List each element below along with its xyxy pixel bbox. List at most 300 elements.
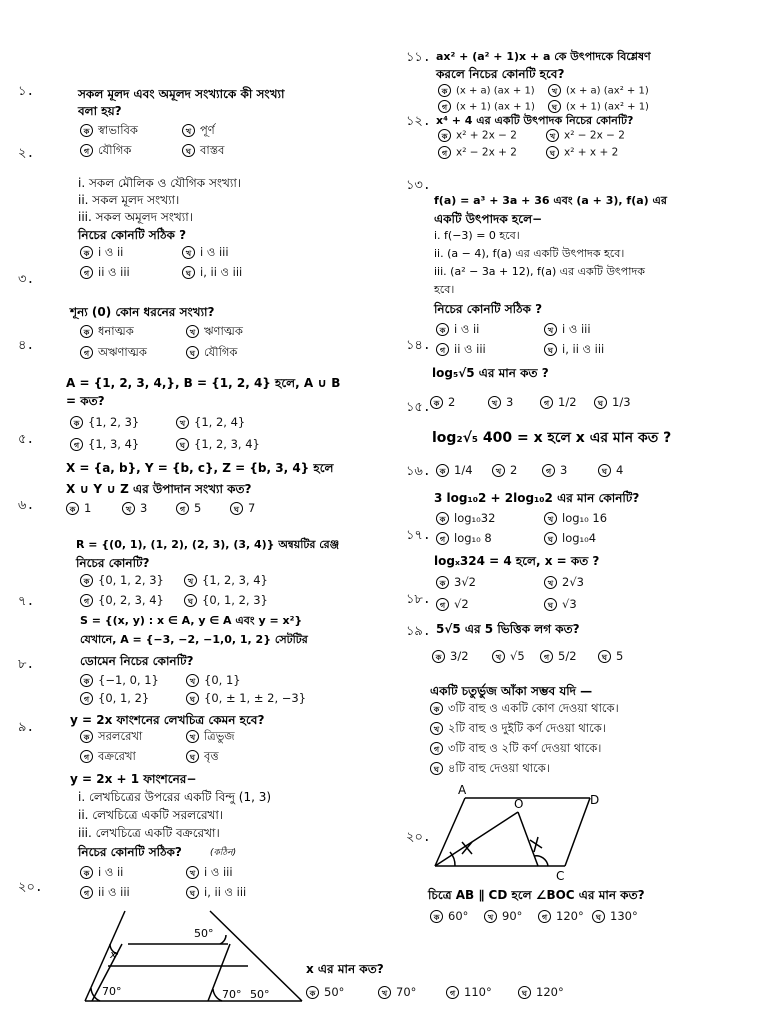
option-text: বক্ররেখা	[98, 749, 136, 763]
question-text: y = 2x ফাংশনের লেখচিত্র কেমন হবে?	[70, 713, 265, 727]
option-marker: খ	[182, 124, 195, 137]
option-kha[interactable]	[492, 464, 517, 477]
question-number: ৮.	[18, 657, 35, 672]
question-text: সকল মূলদ এবং অমূলদ সংখ্যাকে কী সংখ্যা	[78, 87, 285, 101]
option-marker: গ	[540, 650, 553, 663]
option-ga[interactable]	[538, 910, 584, 923]
option-marker: খ	[184, 574, 197, 587]
option-text: x² − 2x + 2	[456, 146, 517, 159]
option-text: {1, 2, 3, 4}	[202, 573, 268, 587]
question-text: 3 log₁₀2 + 2log₁₀2 এর মান কোনটি?	[434, 491, 640, 505]
option-text: 1/3	[612, 395, 631, 409]
option-text: ত্রিভুজ	[204, 729, 235, 743]
option-text: 4	[616, 463, 624, 477]
option-marker: ঘ	[518, 986, 531, 999]
option-gha[interactable]	[548, 100, 649, 114]
option-marker: ক	[430, 702, 443, 715]
option-text: 60°	[448, 909, 469, 923]
option-ka[interactable]	[80, 574, 164, 587]
label-50: 50°	[194, 927, 214, 940]
statement: হবে।	[434, 283, 455, 296]
option-text: 1	[84, 501, 92, 515]
option-gha[interactable]	[598, 464, 623, 477]
option-marker: গ	[436, 532, 449, 545]
option-kha[interactable]	[184, 574, 268, 587]
option-ga[interactable]	[430, 742, 601, 755]
question-text: R = {(0, 1), (1, 2), (2, 3), (3, 4)} অন্বয়টির রেঞ্জ	[76, 538, 340, 551]
option-marker: খ	[492, 464, 505, 477]
option-marker: ঘ	[182, 144, 195, 157]
option-marker: ক	[432, 650, 445, 663]
option-gha[interactable]	[230, 502, 255, 515]
question-text: log₂√₅ 400 = x হলে x এর মান কত ?	[432, 430, 672, 446]
option-marker: গ	[430, 742, 443, 755]
option-text: 5	[194, 501, 202, 515]
option-ga[interactable]	[436, 343, 486, 356]
option-gha[interactable]	[592, 910, 638, 923]
option-ka[interactable]	[80, 674, 159, 687]
question-text: ডোমেন নিচের কোনটি?	[80, 654, 194, 668]
option-marker: খ	[378, 986, 391, 999]
option-text: i ও ii	[98, 245, 124, 259]
question-text: log₅√5 এর মান কত ?	[432, 366, 549, 380]
question-text: একটি উৎপাদক হলে−	[434, 212, 543, 226]
question-text: ax² + (a² + 1)x + a কে উৎপাদকে বিশ্লেষণ	[436, 50, 651, 63]
option-text: i ও ii	[454, 322, 480, 336]
option-ga[interactable]	[540, 650, 577, 663]
option-text: √2	[454, 597, 469, 611]
option-text: 70°	[396, 985, 417, 999]
question-text: নিচের কোনটি সঠিক?	[78, 845, 182, 859]
option-kha[interactable]	[484, 910, 522, 923]
option-text: 5/2	[558, 649, 577, 663]
option-text: ধনাত্মক	[98, 324, 134, 338]
option-marker: খ	[546, 129, 559, 142]
option-text: 3	[506, 395, 514, 409]
statement: iii. সকল অমূলদ সংখ্যা।	[78, 210, 194, 224]
option-ka[interactable]	[80, 124, 138, 137]
option-marker: গ	[438, 146, 451, 159]
option-marker: ক	[80, 124, 93, 137]
option-marker: গ	[80, 266, 93, 279]
option-text: {0, 1, 2}	[98, 691, 150, 705]
question-text: y = 2x + 1 ফাংশনের−	[70, 772, 197, 786]
option-ga[interactable]	[540, 396, 577, 409]
option-kha[interactable]	[544, 323, 591, 336]
option-text: 120°	[536, 985, 564, 999]
option-marker: খ	[544, 323, 557, 336]
option-marker: খ	[186, 866, 199, 879]
option-marker: ঘ	[176, 438, 189, 451]
option-text: ৩টি বাহু ও একটি কোণ দেওয়া থাকে।	[448, 701, 619, 715]
option-gha[interactable]	[518, 986, 564, 999]
option-ka[interactable]	[306, 986, 344, 999]
vertex-label-d: D	[590, 793, 600, 807]
option-marker: খ	[544, 576, 557, 589]
option-kha[interactable]	[548, 84, 649, 98]
option-gha[interactable]	[186, 750, 219, 763]
question-number: ২০.	[18, 880, 43, 895]
option-text: (x + a) (ax + 1)	[456, 85, 535, 97]
option-ka[interactable]	[438, 84, 535, 98]
option-marker: ক	[80, 246, 93, 259]
question-text: logₓ324 = 4 হলে, x = কত ?	[434, 554, 600, 568]
option-ka[interactable]	[436, 464, 473, 477]
label-70-left: 70°	[102, 985, 122, 998]
figure-line	[518, 812, 538, 866]
option-gha[interactable]	[594, 396, 631, 409]
option-kha[interactable]	[430, 722, 606, 735]
option-kha[interactable]	[488, 396, 513, 409]
question-text: 5√5 এর 5 ভিত্তিক লগ কত?	[436, 622, 580, 636]
option-kha[interactable]	[544, 512, 607, 525]
option-text: ii ও iii	[98, 885, 130, 899]
option-marker: ঘ	[430, 762, 443, 775]
option-gha[interactable]	[182, 266, 242, 279]
option-gha[interactable]	[186, 886, 246, 899]
option-kha[interactable]	[544, 576, 584, 589]
statement: i. f(−3) = 0 হবে।	[434, 229, 520, 242]
option-marker: গ	[80, 346, 93, 359]
question-text: নিচের কোনটি সঠিক ?	[434, 302, 543, 316]
option-text: যৌগিক	[98, 143, 132, 157]
option-kha[interactable]	[186, 730, 235, 743]
option-marker: গ	[80, 886, 93, 899]
option-marker: ঘ	[186, 886, 199, 899]
question-number: ১৭.	[406, 528, 431, 543]
question-text: বলা হয়?	[78, 104, 122, 118]
option-ga[interactable]	[80, 750, 136, 763]
difficulty-tag: (কঠিন)	[210, 848, 237, 858]
option-ka[interactable]	[70, 416, 139, 429]
option-marker: ক	[430, 396, 443, 409]
question-number: ৭.	[18, 594, 35, 609]
option-marker: ক	[306, 986, 319, 999]
option-ka[interactable]	[430, 910, 468, 923]
option-gha[interactable]	[186, 692, 306, 705]
option-text: log₁₀32	[454, 511, 496, 525]
option-marker: ঘ	[186, 692, 199, 705]
option-marker: খ	[182, 246, 195, 259]
option-text: 2	[448, 395, 456, 409]
statement: ii. (a − 4), f(a) এর একটি উৎপাদক হবে।	[434, 247, 625, 260]
option-text: (x + a) (ax² + 1)	[566, 85, 649, 97]
option-ga[interactable]	[446, 986, 492, 999]
angle-arc	[220, 935, 226, 944]
option-marker: ক	[80, 730, 93, 743]
option-marker: গ	[80, 594, 93, 607]
option-marker: ক	[436, 576, 449, 589]
option-marker: খ	[186, 325, 199, 338]
option-text: i, ii ও iii	[562, 342, 605, 356]
option-text: x² + 2x − 2	[456, 129, 517, 142]
option-text: 1/2	[558, 395, 577, 409]
option-gha[interactable]	[184, 594, 268, 607]
option-marker: গ	[540, 396, 553, 409]
option-ga[interactable]	[436, 532, 492, 545]
option-text: 50°	[324, 985, 345, 999]
option-text: {0, ± 1, ± 2, −3}	[204, 691, 307, 705]
question-number: ৩.	[18, 272, 35, 287]
question-number: ৬.	[18, 498, 35, 513]
option-text: {1, 2, 3, 4}	[194, 437, 260, 451]
label-50-right: 50°	[250, 988, 270, 1001]
option-text: log₁₀ 16	[562, 511, 608, 525]
figure-line	[565, 798, 590, 866]
statement: iii. লেখচিত্রে একটি বক্ররেখা।	[78, 826, 220, 840]
option-marker: ক	[80, 574, 93, 587]
option-marker: ঘ	[186, 750, 199, 763]
option-text: 2	[510, 463, 518, 477]
question-number: ১২.	[406, 114, 431, 129]
option-ga[interactable]	[80, 886, 130, 899]
option-marker: ক	[80, 674, 93, 687]
statement: iii. (a² − 3a + 12), f(a) এর একটি উৎপাদক	[434, 265, 645, 278]
option-text: {1, 2, 4}	[194, 415, 246, 429]
option-ga[interactable]	[438, 100, 535, 114]
option-kha[interactable]	[186, 325, 243, 338]
option-text: i, ii ও iii	[204, 885, 247, 899]
option-marker: গ	[176, 502, 189, 515]
option-text: ঋণাত্মক	[204, 324, 243, 338]
option-marker: খ	[484, 910, 497, 923]
question-text: যেখানে, A = {−3, −2, −1,0, 1, 2} সেটটির	[80, 633, 308, 646]
option-ga[interactable]	[542, 464, 567, 477]
option-marker: ঘ	[186, 346, 199, 359]
question-text: S = {(x, y) : x ∈ A, y ∈ A এবং y = x²}	[80, 614, 303, 627]
option-gha[interactable]	[546, 146, 618, 160]
option-ga[interactable]	[436, 598, 469, 611]
question-text: = কত?	[66, 394, 105, 408]
option-marker: ক	[438, 129, 451, 142]
option-text: {−1, 0, 1}	[98, 673, 159, 687]
option-kha[interactable]	[182, 246, 229, 259]
option-text: {0, 1}	[204, 673, 241, 687]
option-text: 120°	[556, 909, 584, 923]
option-text: 3	[140, 501, 148, 515]
option-marker: ক	[436, 464, 449, 477]
option-marker: ঘ	[182, 266, 195, 279]
statement: ii. সকল মূলদ সংখ্যা।	[78, 193, 180, 207]
option-marker: ঘ	[230, 502, 243, 515]
option-kha[interactable]	[378, 986, 416, 999]
option-text: 3√2	[454, 575, 476, 589]
option-text: বাস্তব	[200, 143, 225, 157]
question-text: f(a) = a³ + 3a + 36 এবং (a + 3), f(a) এর	[434, 194, 667, 207]
option-ka[interactable]	[80, 730, 142, 743]
question-text: X ∪ Y ∪ Z এর উপাদান সংখ্যা কত?	[66, 482, 252, 496]
option-marker: গ	[538, 910, 551, 923]
option-marker: ঘ	[548, 100, 561, 113]
question-number: ১.	[18, 84, 35, 99]
option-text: i ও iii	[204, 865, 233, 879]
option-marker: ঘ	[544, 343, 557, 356]
option-marker: গ	[436, 343, 449, 356]
question-text: চিত্রে AB ∥ CD হলে ∠BOC এর মান কত?	[428, 888, 645, 902]
option-ga[interactable]	[80, 594, 164, 607]
question-number: ১৫.	[406, 400, 431, 415]
option-marker: খ	[492, 650, 505, 663]
option-text: 110°	[464, 985, 492, 999]
geometry-figure-aob	[430, 782, 610, 882]
option-marker: খ	[488, 396, 501, 409]
question-text: শূন্য (0) কোন ধরনের সংখ্যা?	[70, 305, 215, 319]
option-text: 1/4	[454, 463, 473, 477]
option-text: বৃত্ত	[204, 749, 219, 763]
option-ka[interactable]	[436, 576, 476, 589]
option-text: পূর্ণ	[200, 123, 215, 137]
option-text: x² − 2x − 2	[564, 129, 625, 142]
option-ka[interactable]	[80, 325, 134, 338]
option-ga[interactable]	[80, 266, 130, 279]
question-number: ৯.	[18, 720, 35, 735]
option-gha[interactable]	[182, 144, 224, 157]
option-marker: ক	[66, 502, 79, 515]
option-kha[interactable]	[176, 416, 245, 429]
statement: i. লেখচিত্রের উপরের একটি বিন্দু (1, 3)	[78, 790, 272, 804]
option-text: 3/2	[450, 649, 469, 663]
vertex-label-o: O	[514, 797, 524, 811]
option-kha[interactable]	[182, 124, 215, 137]
option-marker: গ	[80, 144, 93, 157]
option-gha[interactable]	[430, 762, 550, 775]
option-text: ii ও iii	[454, 342, 486, 356]
option-marker: ঘ	[544, 598, 557, 611]
option-marker: গ	[80, 692, 93, 705]
option-marker: খ	[430, 722, 443, 735]
option-marker: খ	[122, 502, 135, 515]
option-marker: ঘ	[598, 650, 611, 663]
option-text: √5	[510, 649, 525, 663]
option-marker: ক	[70, 416, 83, 429]
option-ga[interactable]	[80, 692, 149, 705]
option-marker: গ	[80, 750, 93, 763]
option-text: সরলরেখা	[98, 729, 143, 743]
option-marker: খ	[544, 512, 557, 525]
question-text: x এর মান কত?	[306, 962, 384, 976]
question-text: করলে নিচের কোনটি হবে?	[436, 67, 565, 81]
option-text: ৩টি বাহু ও ২টি কর্ণ দেওয়া থাকে।	[448, 741, 602, 755]
option-gha[interactable]	[544, 343, 604, 356]
option-text: x² + x + 2	[564, 146, 619, 159]
option-text: (x + 1) (ax² + 1)	[566, 101, 649, 113]
option-marker: খ	[176, 416, 189, 429]
option-text: 130°	[610, 909, 638, 923]
option-text: {1, 3, 4}	[88, 437, 140, 451]
statement: ii. লেখচিত্রে একটি সরলরেখা।	[78, 808, 224, 822]
option-marker: ক	[436, 323, 449, 336]
question-number: ৪.	[18, 338, 35, 353]
option-ka[interactable]	[430, 702, 619, 715]
question-text: X = {a, b}, Y = {b, c}, Z = {b, 3, 4} হলে	[66, 461, 334, 475]
option-marker: ক	[80, 325, 93, 338]
question-number: ১৪.	[406, 338, 431, 353]
question-text: A = {1, 2, 3, 4,}, B = {1, 2, 4} হলে, A ∪ B	[66, 376, 341, 390]
option-ka[interactable]	[66, 502, 91, 515]
question-number: ১১.	[406, 50, 431, 65]
option-gha[interactable]	[544, 598, 577, 611]
option-marker: ক	[430, 910, 443, 923]
option-kha[interactable]	[546, 129, 625, 143]
option-ka[interactable]	[438, 129, 517, 143]
question-text: একটি চতুর্ভুজ আঁকা সম্ভব যদি —	[430, 684, 593, 698]
option-gha[interactable]	[176, 438, 260, 451]
option-gha[interactable]	[598, 650, 623, 663]
question-number: ২.	[18, 146, 35, 161]
option-ga[interactable]	[80, 346, 147, 359]
option-text: ii ও iii	[98, 265, 130, 279]
option-marker: খ	[186, 730, 199, 743]
option-text: i, ii ও iii	[200, 265, 243, 279]
option-ka[interactable]	[436, 512, 495, 525]
option-ka[interactable]	[436, 323, 479, 336]
option-ka[interactable]	[80, 246, 123, 259]
option-text: i ও iii	[562, 322, 591, 336]
option-marker: ঘ	[592, 910, 605, 923]
parallelogram-figure	[80, 906, 305, 1006]
option-marker: ক	[436, 512, 449, 525]
question-number: ১৩.	[406, 178, 431, 193]
option-text: i ও iii	[200, 245, 229, 259]
option-ka[interactable]	[432, 650, 469, 663]
vertex-label-c: C	[556, 869, 565, 882]
vertex-label-a: A	[458, 783, 467, 797]
label-70-right: 70°	[222, 988, 242, 1001]
statement: i. সকল মৌলিক ও যৌগিক সংখ্যা।	[78, 176, 242, 190]
option-ga[interactable]	[176, 502, 201, 515]
option-marker: গ	[438, 100, 451, 113]
option-text: 7	[248, 501, 256, 515]
option-marker: ঘ	[184, 594, 197, 607]
question-number: ১৯.	[406, 624, 431, 639]
option-text: log₁₀ 8	[454, 531, 492, 545]
option-text: i ও ii	[98, 865, 124, 879]
option-kha[interactable]	[186, 866, 233, 879]
option-text: {0, 2, 3, 4}	[98, 593, 164, 607]
option-text: 3	[560, 463, 568, 477]
option-marker: ঘ	[594, 396, 607, 409]
option-ka[interactable]	[80, 866, 123, 879]
option-text: {0, 1, 2, 3}	[202, 593, 268, 607]
option-marker: গ	[446, 986, 459, 999]
option-text: ৪টি বাহু দেওয়া থাকে।	[448, 761, 550, 775]
option-ga[interactable]	[438, 146, 517, 160]
option-marker: ঘ	[546, 146, 559, 159]
option-text: স্বাভাবিক	[98, 123, 138, 137]
option-marker: খ	[548, 84, 561, 97]
option-kha[interactable]	[122, 502, 147, 515]
label-x: x	[110, 948, 117, 961]
angle-arc	[213, 989, 222, 1001]
option-gha[interactable]	[186, 346, 237, 359]
option-ga[interactable]	[80, 144, 131, 157]
option-text: যৌগিক	[204, 345, 238, 359]
option-kha[interactable]	[186, 674, 241, 687]
option-marker: গ	[70, 438, 83, 451]
question-text: নিচের কোনটি?	[76, 556, 150, 570]
option-marker: ক	[80, 866, 93, 879]
option-text: 90°	[502, 909, 523, 923]
option-gha[interactable]	[544, 532, 596, 545]
option-marker: ক	[438, 84, 451, 97]
option-ga[interactable]	[70, 438, 139, 451]
option-kha[interactable]	[492, 650, 525, 663]
option-text: (x + 1) (ax + 1)	[456, 101, 535, 113]
option-marker: গ	[542, 464, 555, 477]
option-ka[interactable]	[430, 396, 455, 409]
option-text: √3	[562, 597, 577, 611]
option-text: {0, 1, 2, 3}	[98, 573, 164, 587]
